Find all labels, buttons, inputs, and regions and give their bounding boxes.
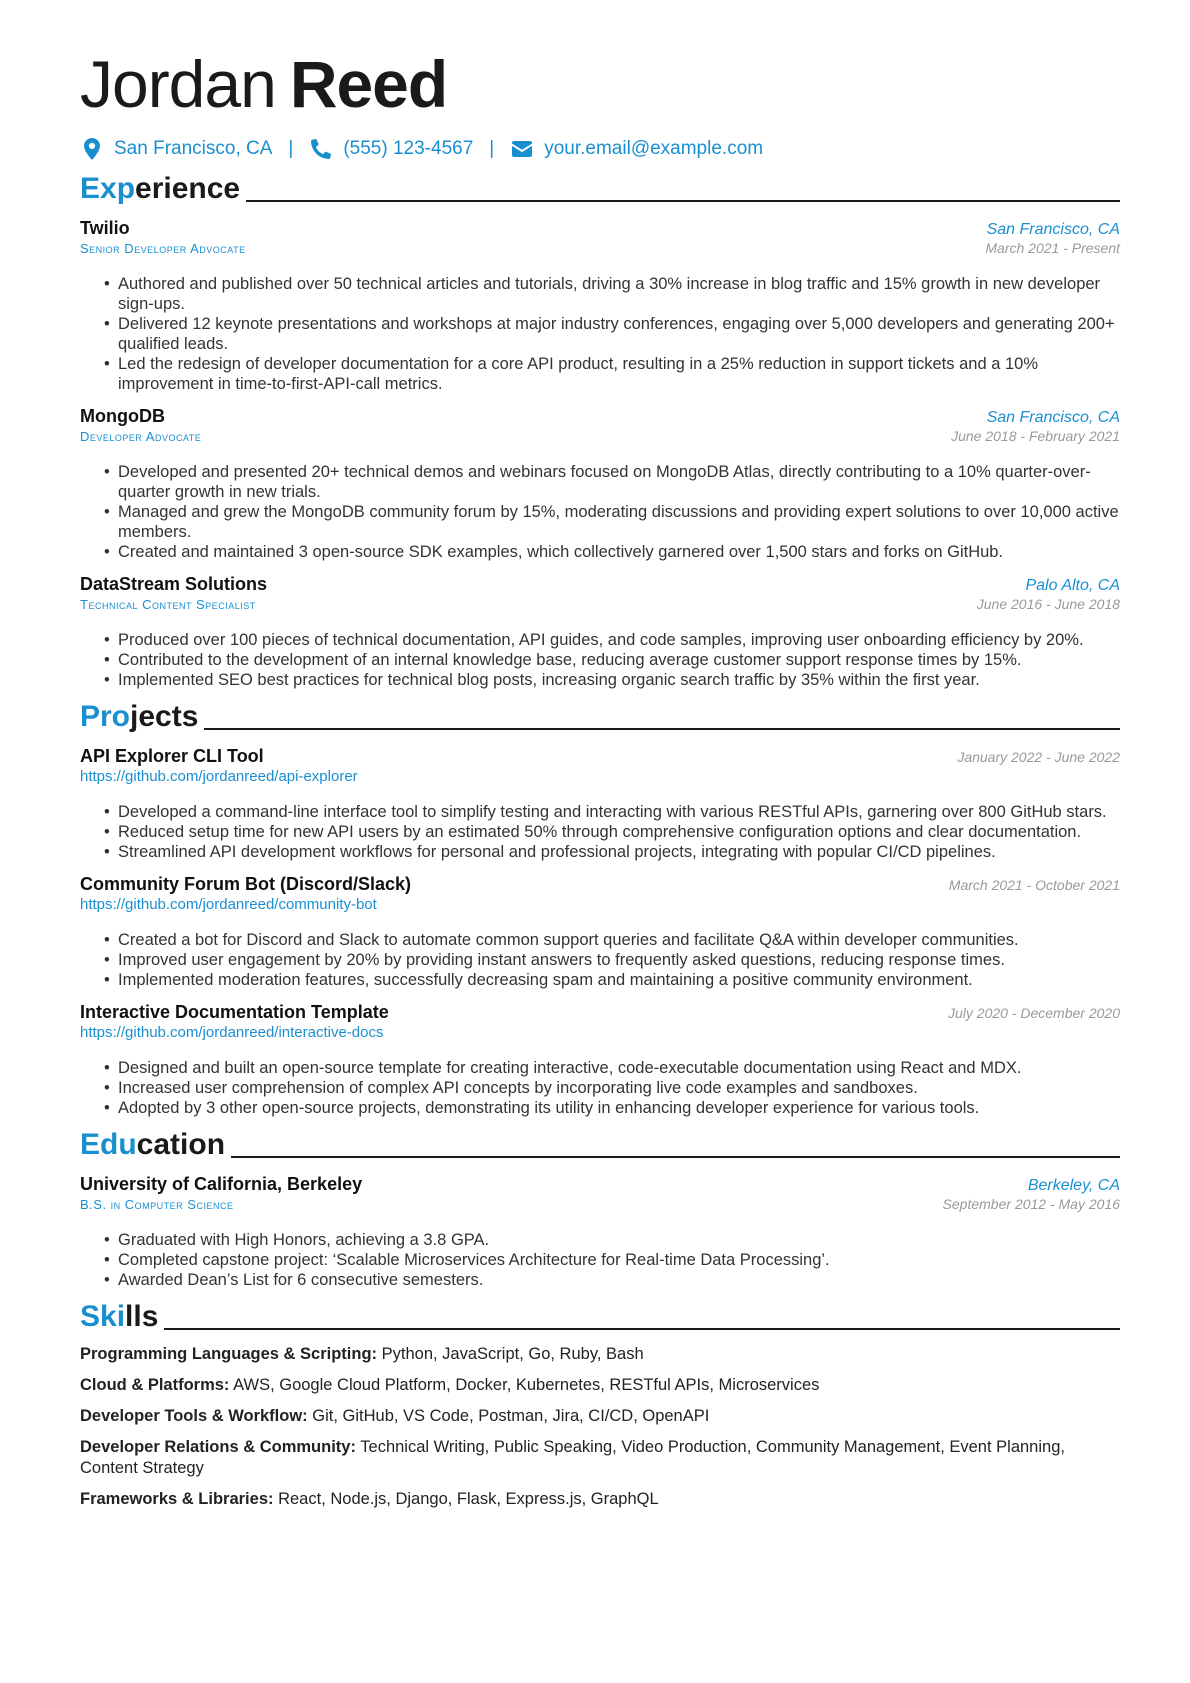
title-accent: Ski xyxy=(80,1300,126,1333)
title-rest: erience xyxy=(135,172,241,205)
skill-label: Developer Tools & Workflow: xyxy=(80,1407,308,1425)
bullet-item: • Developed and presented 20+ technical demos and webinars focused on MongoDB Atlas, directly contributing to a 10% quarter-over-quarter growth in new trials. xyxy=(104,462,1120,502)
bullet-list xyxy=(80,630,1120,690)
job-location: Palo Alto, CA xyxy=(1025,577,1120,594)
job-dates: June 2016 - June 2018 xyxy=(976,596,1120,612)
section-title xyxy=(80,172,240,206)
title-accent: Exp xyxy=(80,172,136,205)
contact-separator: | xyxy=(288,138,294,159)
experience-entry xyxy=(80,218,1120,394)
contact-phone[interactable] xyxy=(309,137,473,161)
title-rest: lls xyxy=(125,1300,159,1333)
section-rule xyxy=(204,728,1120,730)
bullet-item: • Completed capstone project: ‘Scalable Microservices Architecture for Real-time Data Processing’. xyxy=(104,1250,1120,1270)
school-location: Berkeley, CA xyxy=(1027,1177,1120,1194)
bullet-item: • Implemented moderation features, successfully decreasing spam and maintaining a positive community environment. xyxy=(104,970,1120,990)
skill-label: Developer Relations & Community: xyxy=(80,1438,356,1456)
bullet-item: • Designed and built an open-source template for creating interactive, code-executable documentation using React and MDX. xyxy=(104,1058,1120,1078)
company-name: DataStream Solutions xyxy=(80,574,268,594)
bullet-item: • Produced over 100 pieces of technical documentation, API guides, and code samples, improving user onboarding efficiency by 20%. xyxy=(104,630,1120,650)
job-location: San Francisco, CA xyxy=(986,221,1120,238)
bullet-item: • Awarded Dean’s List for 6 consecutive semesters. xyxy=(104,1270,1120,1290)
section-projects-heading xyxy=(80,698,1120,734)
project-dates: March 2021 - October 2021 xyxy=(948,877,1120,893)
bullet-list xyxy=(80,274,1120,394)
project-entry xyxy=(80,874,1120,990)
bullet-item: • Contributed to the development of an internal knowledge base, reducing average customer support response times by 15%. xyxy=(104,650,1120,670)
bullet-list xyxy=(80,1230,1120,1290)
bullet-item: • Adopted by 3 other open-source projects, demonstrating its utility in enhancing developer experience for various tools. xyxy=(104,1098,1120,1118)
skill-row xyxy=(80,1489,1120,1510)
project-name: Community Forum Bot (Discord/Slack) xyxy=(80,874,412,894)
bullet-item: • Authored and published over 50 technical articles and tutorials, driving a 30% increase in blog traffic and 15% growth in new developer sign-ups. xyxy=(104,274,1120,314)
section-title xyxy=(80,1300,158,1334)
bullet-item: • Created and maintained 3 open-source SDK examples, which collectively garnered over 1,500 stars and forks on GitHub. xyxy=(104,542,1120,562)
map-pin-icon xyxy=(80,137,104,161)
project-dates: July 2020 - December 2020 xyxy=(948,1005,1120,1021)
section-title xyxy=(80,1128,225,1162)
first-name: Jordan xyxy=(80,47,276,121)
skill-value: AWS, Google Cloud Platform, Docker, Kubernetes, RESTful APIs, Microservices xyxy=(233,1376,820,1394)
skill-label: Programming Languages & Scripting: xyxy=(80,1345,378,1363)
bullet-item: • Graduated with High Honors, achieving a 3.8 GPA. xyxy=(104,1230,1120,1250)
envelope-icon xyxy=(510,137,534,161)
job-dates: March 2021 - Present xyxy=(985,240,1120,256)
bullet-list xyxy=(80,462,1120,562)
bullet-item: • Reduced setup time for new API users by an estimated 50% through comprehensive configuration options and clear documentation. xyxy=(104,822,1120,842)
bullet-item: • Streamlined API development workflows for personal and professional projects, integrating with popular CI/CD pipelines. xyxy=(104,842,1120,862)
skill-value: Python, JavaScript, Go, Ruby, Bash xyxy=(381,1345,644,1363)
experience-entry xyxy=(80,406,1120,562)
email-text: your.email@example.com xyxy=(544,138,764,159)
project-dates: January 2022 - June 2022 xyxy=(957,749,1120,765)
experience-entry xyxy=(80,574,1120,690)
location-text: San Francisco, CA xyxy=(114,138,273,159)
phone-icon xyxy=(309,137,333,161)
skill-value: Git, GitHub, VS Code, Postman, Jira, CI/CD, OpenAPI xyxy=(312,1407,710,1425)
bullet-list xyxy=(80,802,1120,862)
education-entry xyxy=(80,1174,1120,1290)
skill-row xyxy=(80,1344,1120,1365)
job-dates: June 2018 - February 2021 xyxy=(951,428,1120,444)
bullet-item: • Created a bot for Discord and Slack to automate common support queries and facilitate Q&A within developer communities. xyxy=(104,930,1120,950)
contact-separator: | xyxy=(489,138,495,159)
school-name: University of California, Berkeley xyxy=(80,1174,363,1194)
bullet-list xyxy=(80,930,1120,990)
skill-label: Frameworks & Libraries: xyxy=(80,1490,274,1508)
section-rule xyxy=(246,200,1120,202)
project-link[interactable]: https://github.com/jordanreed/community-bot xyxy=(80,896,377,913)
skill-row xyxy=(80,1375,1120,1396)
contact-location xyxy=(80,137,272,161)
bullet-item: • Increased user comprehension of complex API concepts by incorporating live code examples and sandboxes. xyxy=(104,1078,1120,1098)
skills-list xyxy=(80,1344,1120,1510)
contact-bar xyxy=(80,136,1120,162)
title-accent: Pro xyxy=(80,700,131,733)
bullet-item: • Delivered 12 keynote presentations and workshops at major industry conferences, engaging over 5,000 developers and generating 200+ qualified leads. xyxy=(104,314,1120,354)
skill-row xyxy=(80,1406,1120,1427)
degree: B.S. in Computer Science xyxy=(80,1197,234,1212)
job-title: Senior Developer Advocate xyxy=(80,241,246,256)
skill-value: Technical Writing, Public Speaking, Video Production, Community Management, Event Planning, Content Strategy xyxy=(80,1438,1065,1477)
bullet-item: • Improved user engagement by 20% by providing instant answers to frequently asked questions, reducing response times. xyxy=(104,950,1120,970)
section-rule xyxy=(164,1328,1120,1330)
bullet-item: • Implemented SEO best practices for technical blog posts, increasing organic search traffic by 35% within the first year. xyxy=(104,670,1120,690)
job-location: San Francisco, CA xyxy=(986,409,1120,426)
skill-row xyxy=(80,1437,1120,1479)
phone-text: (555) 123-4567 xyxy=(343,138,474,159)
bullet-item: • Managed and grew the MongoDB community forum by 15%, moderating discussions and providing expert solutions to over 10,000 active members. xyxy=(104,502,1120,542)
section-experience-heading xyxy=(80,170,1120,206)
project-name: Interactive Documentation Template xyxy=(80,1002,389,1022)
job-title: Technical Content Specialist xyxy=(80,597,256,612)
bullet-item: • Developed a command-line interface tool to simplify testing and interacting with various RESTful APIs, garnering over 800 GitHub stars. xyxy=(104,802,1120,822)
contact-email[interactable] xyxy=(510,137,763,161)
project-entry xyxy=(80,746,1120,862)
bullet-item: • Led the redesign of developer documentation for a core API product, resulting in a 25% reduction in support tickets and a 10% improvement in time-to-first-API-call metrics. xyxy=(104,354,1120,394)
project-link[interactable]: https://github.com/jordanreed/api-explorer xyxy=(80,768,358,785)
project-name: API Explorer CLI Tool xyxy=(80,746,264,766)
job-title: Developer Advocate xyxy=(80,429,202,444)
section-education-heading xyxy=(80,1126,1120,1162)
section-rule xyxy=(231,1156,1120,1158)
resume-page xyxy=(80,0,1120,1520)
bullet-list xyxy=(80,1058,1120,1118)
project-entry xyxy=(80,1002,1120,1118)
education-dates: September 2012 - May 2016 xyxy=(942,1196,1120,1212)
skill-label: Cloud & Platforms: xyxy=(80,1376,230,1394)
candidate-name xyxy=(80,44,1120,124)
skill-value: React, Node.js, Django, Flask, Express.js, GraphQL xyxy=(278,1490,659,1508)
project-link[interactable]: https://github.com/jordanreed/interactive-docs xyxy=(80,1024,384,1041)
company-name: Twilio xyxy=(80,218,130,238)
section-skills-heading xyxy=(80,1298,1120,1334)
company-name: MongoDB xyxy=(80,406,165,426)
title-rest: cation xyxy=(136,1128,226,1161)
last-name: Reed xyxy=(289,47,448,121)
title-rest: jects xyxy=(130,700,199,733)
section-title xyxy=(80,700,198,734)
title-accent: Edu xyxy=(80,1128,137,1161)
